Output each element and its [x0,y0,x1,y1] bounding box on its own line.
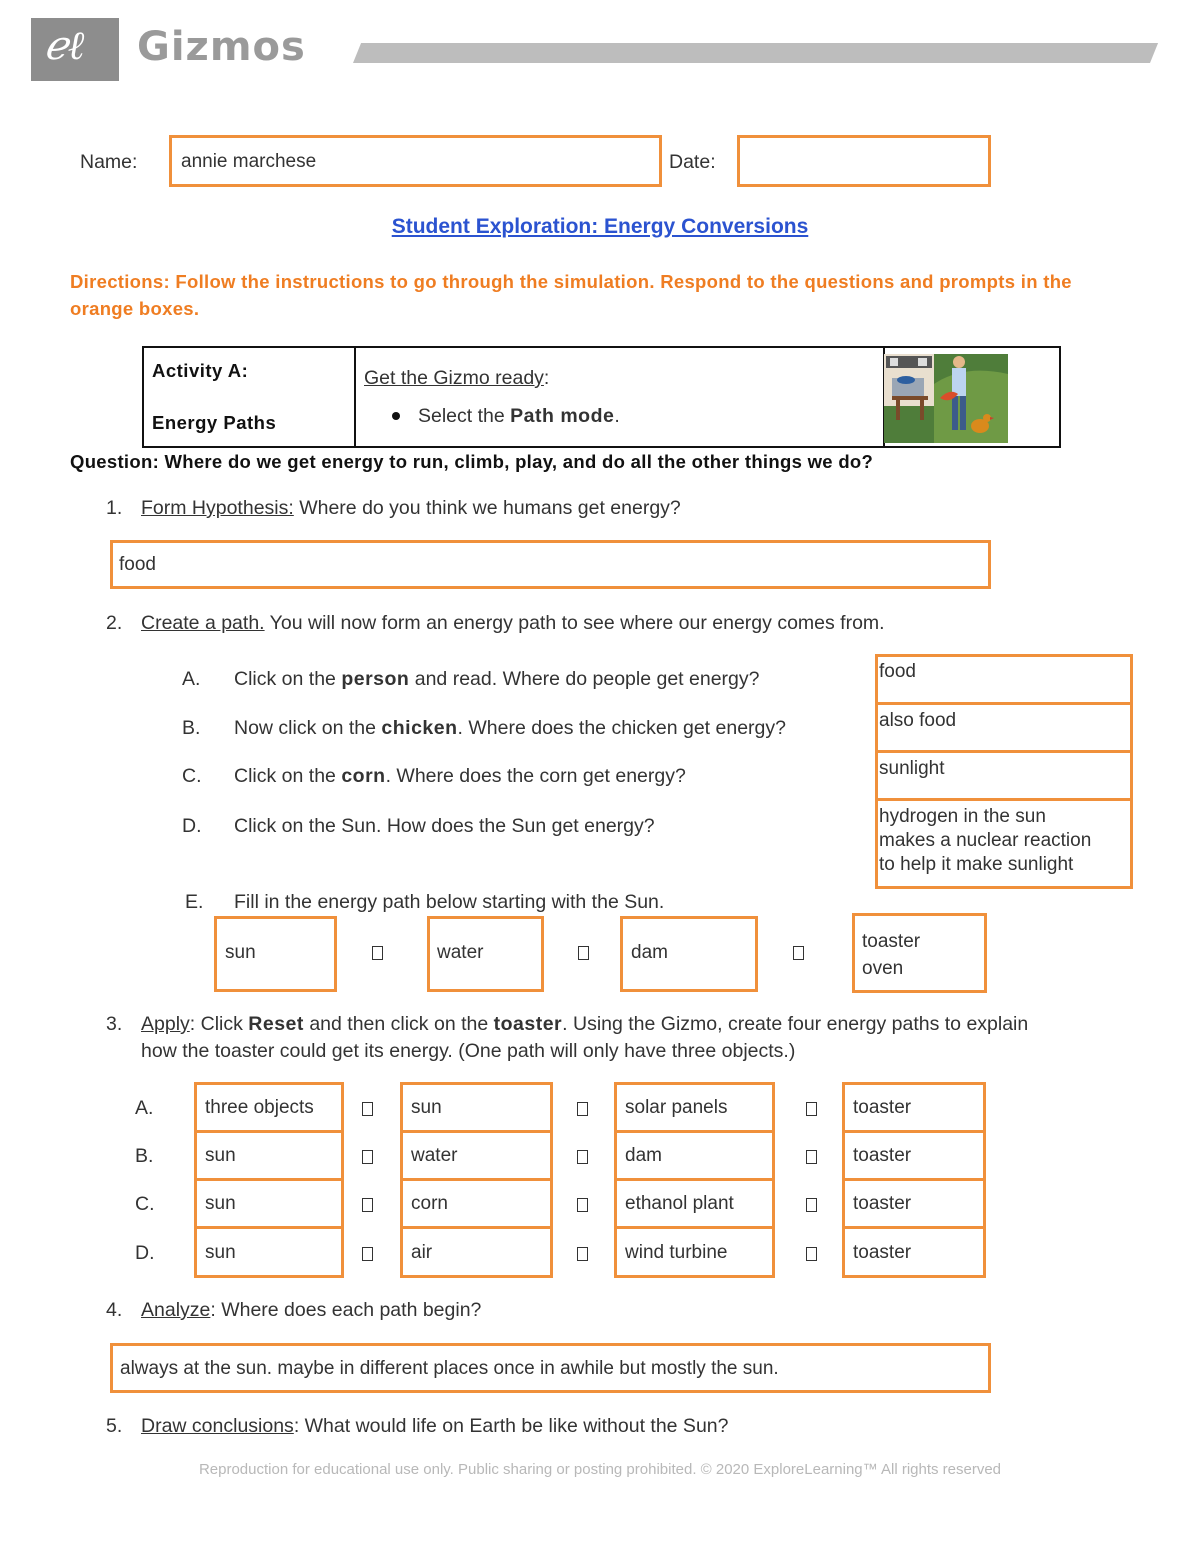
q2-heading: Create a path. [141,612,265,634]
arrow-icon [577,1198,588,1212]
q1-prompt [141,497,681,520]
path-value-3: dam [631,942,668,963]
q2b-answer: also food [879,710,957,731]
q5-heading: Draw conclusions [141,1415,294,1437]
path-value-2: water [437,942,484,963]
q2b-post: . Where does the chicken get energy? [457,717,786,739]
q2e-letter: E. [185,891,204,913]
footer-copyright: Reproduction for educational use only. Public sharing or posting prohibited. © 2020 ExploreLearning™ All rights reserved [198,1461,1002,1478]
q3d-value-2: air [411,1242,433,1263]
q2d-letter: D. [182,815,202,837]
q2a-prompt [234,668,760,691]
arrow-icon [362,1102,373,1116]
activity-name: Energy Paths [152,412,277,433]
gizmo-ready-text: Get the Gizmo ready [364,367,544,389]
q3c-value-1: sun [205,1193,236,1214]
name-label: Name: [80,151,138,173]
arrow-icon [577,1102,588,1116]
q4-heading: Analyze [141,1299,211,1321]
arrow-icon [372,946,383,960]
q3a-value-1: three objects [205,1097,314,1118]
q2a-pre: Click on the [234,668,342,690]
q3c-letter: C. [135,1193,155,1215]
q2b-pre: Now click on the [234,717,382,739]
q2b-letter: B. [182,717,201,739]
q3-reset-bold: Reset [248,1013,304,1035]
q3-prompt [141,1013,1028,1036]
arrow-icon [806,1247,817,1261]
explorelearning-logo: ℯℓ [44,23,85,69]
q3c-value-3: ethanol plant [625,1193,734,1214]
q2a-letter: A. [182,668,201,690]
gizmo-ready-heading [364,367,549,390]
arrow-icon [806,1102,817,1116]
q2a-post: and read. Where do people get energy? [409,668,760,690]
bullet-icon [392,412,400,420]
q3a-value-3: solar panels [625,1097,728,1118]
q2c-bold: corn [341,765,386,787]
arrow-icon [577,1150,588,1164]
arrow-icon [362,1247,373,1261]
arrow-icon [793,946,804,960]
q1-heading: Form Hypothesis: [141,497,294,519]
q3-number: 3. [106,1013,123,1035]
name-value: annie marchese [181,151,317,172]
q1-answer: food [119,554,156,575]
gizmo-ready-colon: : [543,367,550,389]
q4-prompt [141,1299,481,1322]
arrow-icon [578,946,589,960]
q5-text: : What would life on Earth be like without the Sun? [293,1415,729,1437]
brand-name: Gizmos [137,24,306,70]
q3b-value-1: sun [205,1145,236,1166]
table-divider [354,348,356,446]
q2c-prompt [234,765,686,788]
q1-number: 1. [106,497,123,519]
q2a-answer: food [879,661,916,682]
arrow-icon [362,1198,373,1212]
q5-number: 5. [106,1415,123,1437]
q3-mid: and then click on the [303,1013,494,1035]
q2c-pre: Click on the [234,765,342,787]
q3a-letter: A. [135,1097,154,1119]
q3b-value-3: dam [625,1145,662,1166]
q4-text: : Where does each path begin? [210,1299,482,1321]
instruction-bold: Path mode [510,405,615,427]
q1-answer-box[interactable] [110,540,991,589]
q3c-value-4: toaster [853,1193,912,1214]
q3d-value-3: wind turbine [625,1242,728,1263]
directions: Directions: Follow the instructions to go through the simulation. Respond to the questions and prompts in the orange boxes. [70,271,1072,319]
path-value-1: sun [225,942,256,963]
q3c-value-2: corn [411,1193,448,1214]
q2b-bold: chicken [381,717,458,739]
q3d-value-4: toaster [853,1242,912,1263]
q2-text: You will now form an energy path to see where our energy comes from. [264,612,885,634]
q2-prompt [141,612,885,635]
gizmo-scene-image [884,354,1008,443]
q3d-letter: D. [135,1242,155,1264]
arrow-icon [577,1247,588,1261]
path-value-4: toaster oven [862,931,921,979]
q2d-prompt: Click on the Sun. How does the Sun get energy? [234,815,655,837]
q4-number: 4. [106,1299,123,1321]
q3-pre: : Click [189,1013,249,1035]
arrow-icon [806,1198,817,1212]
q3-post: . Using the Gizmo, create four energy paths to explain [562,1013,1029,1035]
instruction-post: . [614,405,620,427]
main-question: Question: Where do we get energy to run, climb, play, and do all the other things we do? [70,451,874,472]
q5-prompt [141,1415,728,1438]
q2a-bold: person [341,668,410,690]
q2c-answer: sunlight [879,758,945,779]
date-label: Date: [669,151,716,173]
q2e-prompt: Fill in the energy path below starting with the Sun. [234,891,665,913]
arrow-icon [806,1150,817,1164]
q3b-value-4: toaster [853,1145,912,1166]
q3b-letter: B. [135,1145,154,1167]
arrow-icon [362,1150,373,1164]
q1-text: Where do you think we humans get energy? [293,497,681,519]
q2b-prompt [234,717,786,740]
path-mode-instruction [418,405,620,428]
q4-answer: always at the sun. maybe in different places once in awhile but mostly the sun. [120,1358,779,1379]
q3-toaster-bold: toaster [493,1013,563,1035]
q2c-post: . Where does the corn get energy? [385,765,686,787]
page-title: Student Exploration: Energy Conversions [391,215,809,238]
activity-label: Activity A: [152,360,249,381]
q3d-value-1: sun [205,1242,236,1263]
q2c-letter: C. [182,765,202,787]
instruction-pre: Select the [418,405,511,427]
q3a-value-2: sun [411,1097,442,1118]
q3-prompt-line2: how the toaster could get its energy. (One path will only have three objects.) [141,1040,796,1062]
q3-heading: Apply [141,1013,190,1035]
q3b-value-2: water [411,1145,458,1166]
q2-number: 2. [106,612,123,634]
q3a-value-4: toaster [853,1097,912,1118]
q2d-answer: hydrogen in the sun makes a nuclear reaction to help it make sunlight [879,806,1092,875]
header-bar [353,43,1158,63]
date-field[interactable] [737,135,991,187]
